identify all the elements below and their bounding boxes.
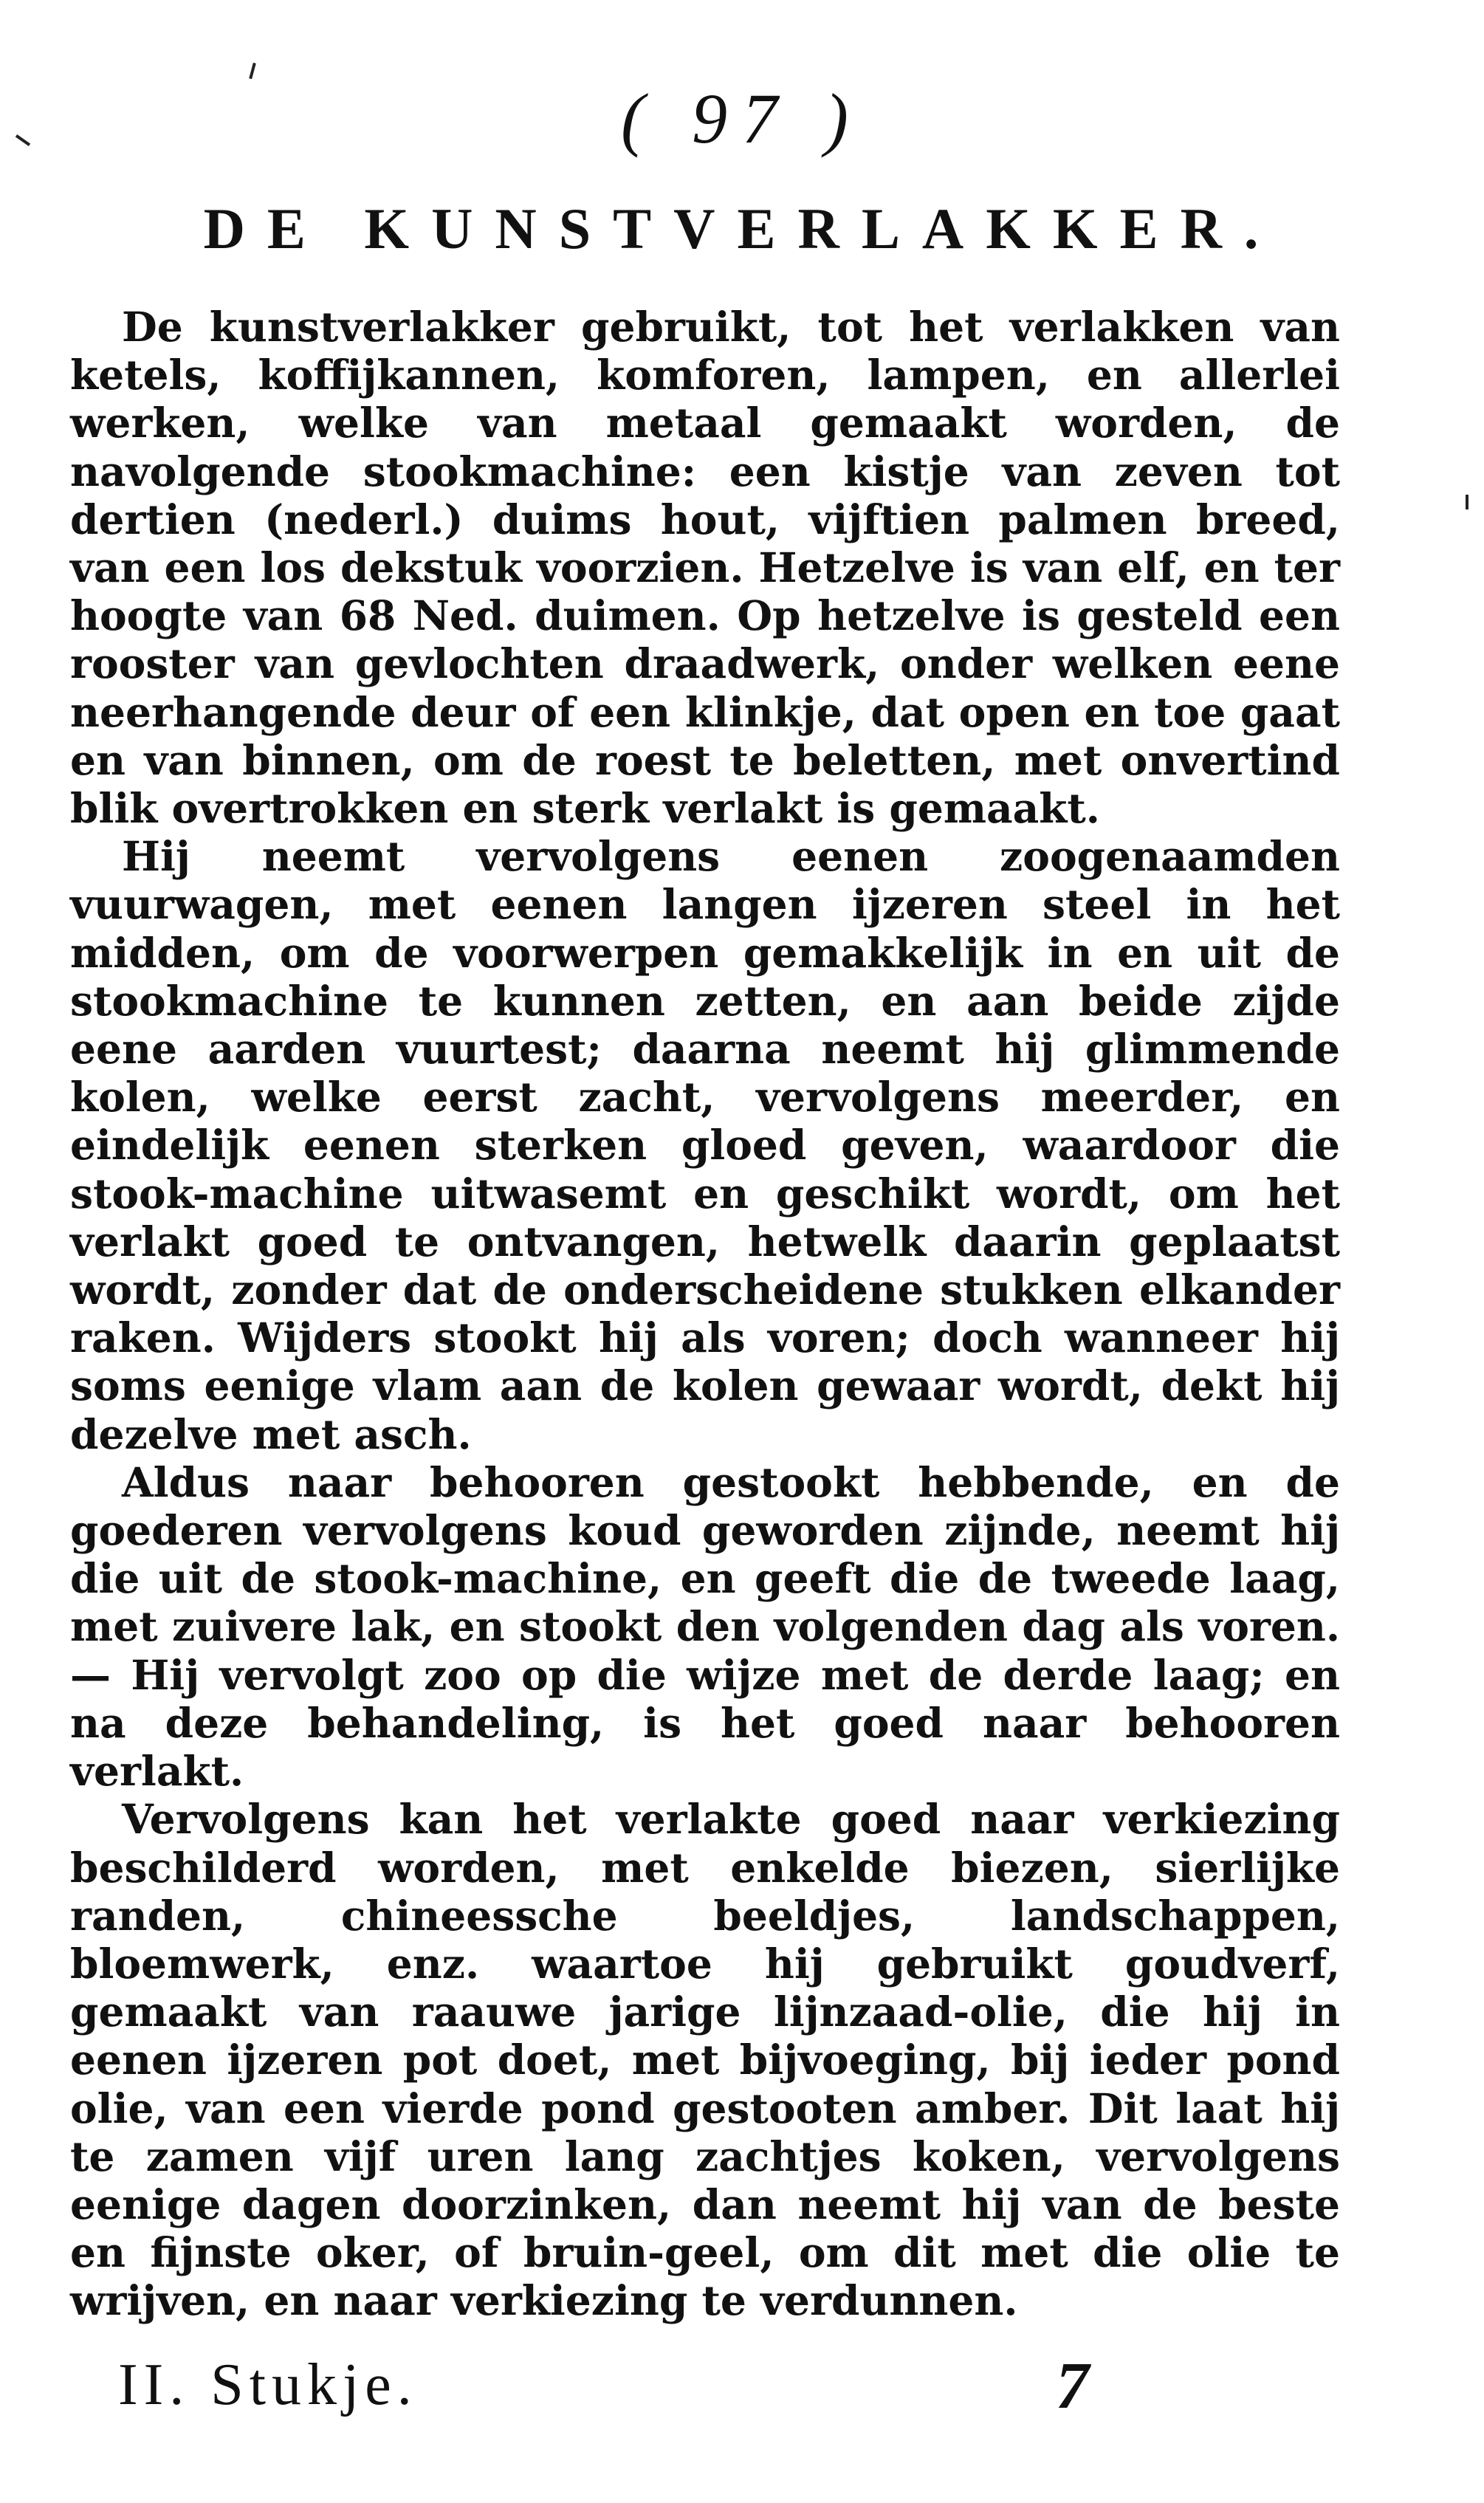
paragraph-3: Aldus naar behooren gestookt hebbende, en de goederen vervolgens koud geworden zijnde, neemt hij die uit de stook-machine, en geeft die de tweede laag, met zuivere lak, en stookt den volgenden dag als voren. — Hij vervolgt zoo op die wijze met de derde laag; en na deze behandeling, is het goed naar behooren verlakt.: [70, 1457, 1340, 1796]
edge-speck-right: [1466, 495, 1468, 509]
paragraph-1: De kunstverlakker gebruikt, tot het verlakken van ketels, koffijkannen, komforen, lampen, en allerlei werken, welke van metaal gemaakt worden, de navolgende stookmachine: een kistje van zeven tot dertien (nederl.) duims hout, vijftien palmen breed, van een los dekstuk voorzien. Hetzelve is van elf, en ter hoogte van 68 Ned. duimen. Op hetzelve is gesteld een rooster van gevlochten draadwerk, onder welken eene neerhangende deur of een klinkje, dat open en toe gaat en van binnen, om de roest te beletten, met onvertind blik overtrokken en sterk verlakt is gemaakt.: [70, 303, 1340, 833]
signature-mark: II. Stukje.: [118, 2352, 418, 2417]
paragraph-4: Vervolgens kan het verlakte goed naar verkiezing beschilderd worden, met enkelde biezen, sierlijke randen, chineessche beeldjes, landschappen, bloemwerk, enz. waartoe hij gebruikt goudverf, gemaakt van raauwe jarige lijnzaad-olie, die hij in eenen ijzeren pot doet, met bijvoeging, bij ieder pond olie, van een vierde pond gestooten amber. Dit laat hij te zamen vijf uren lang zachtjes koken, vervolgens eenige dagen doorzinken, dan neemt hij van de beste en fijnste oker, of bruin-geel, om dit met die olie te wrijven, en naar verkiezing te verdunnen.: [70, 1795, 1340, 2325]
gathering-number: 7: [1056, 2349, 1089, 2423]
page-number: ( 97 ): [621, 79, 863, 158]
paragraph-2: Hij neemt vervolgens eenen zoogenaamden vuurwagen, met eenen langen ijzeren steel in het midden, om de voorwerpen gemakkelijk in en uit de stookmachine te kunnen zetten, en aan beide zijde eene aarden vuurtest; daarna neemt hij glimmende kolen, welke eerst zacht, vervolgens meerder, en eindelijk eenen sterken gloed geven, waardoor die stook-machine uitwasemt en geschikt wordt, om het verlakt goed te ontvangen, hetwelk daarin geplaatst wordt, zonder dat de onderscheidene stukken elkander raken. Wijders stookt hij als voren; doch wanneer hij soms eenige vlam aan de kolen gewaar wordt, dekt hij dezelve met asch.: [70, 832, 1340, 1458]
body-text: [70, 303, 1340, 2325]
edge-speck-top: [249, 63, 256, 79]
section-title: DE KUNSTVERLAKKER.: [203, 196, 1281, 261]
